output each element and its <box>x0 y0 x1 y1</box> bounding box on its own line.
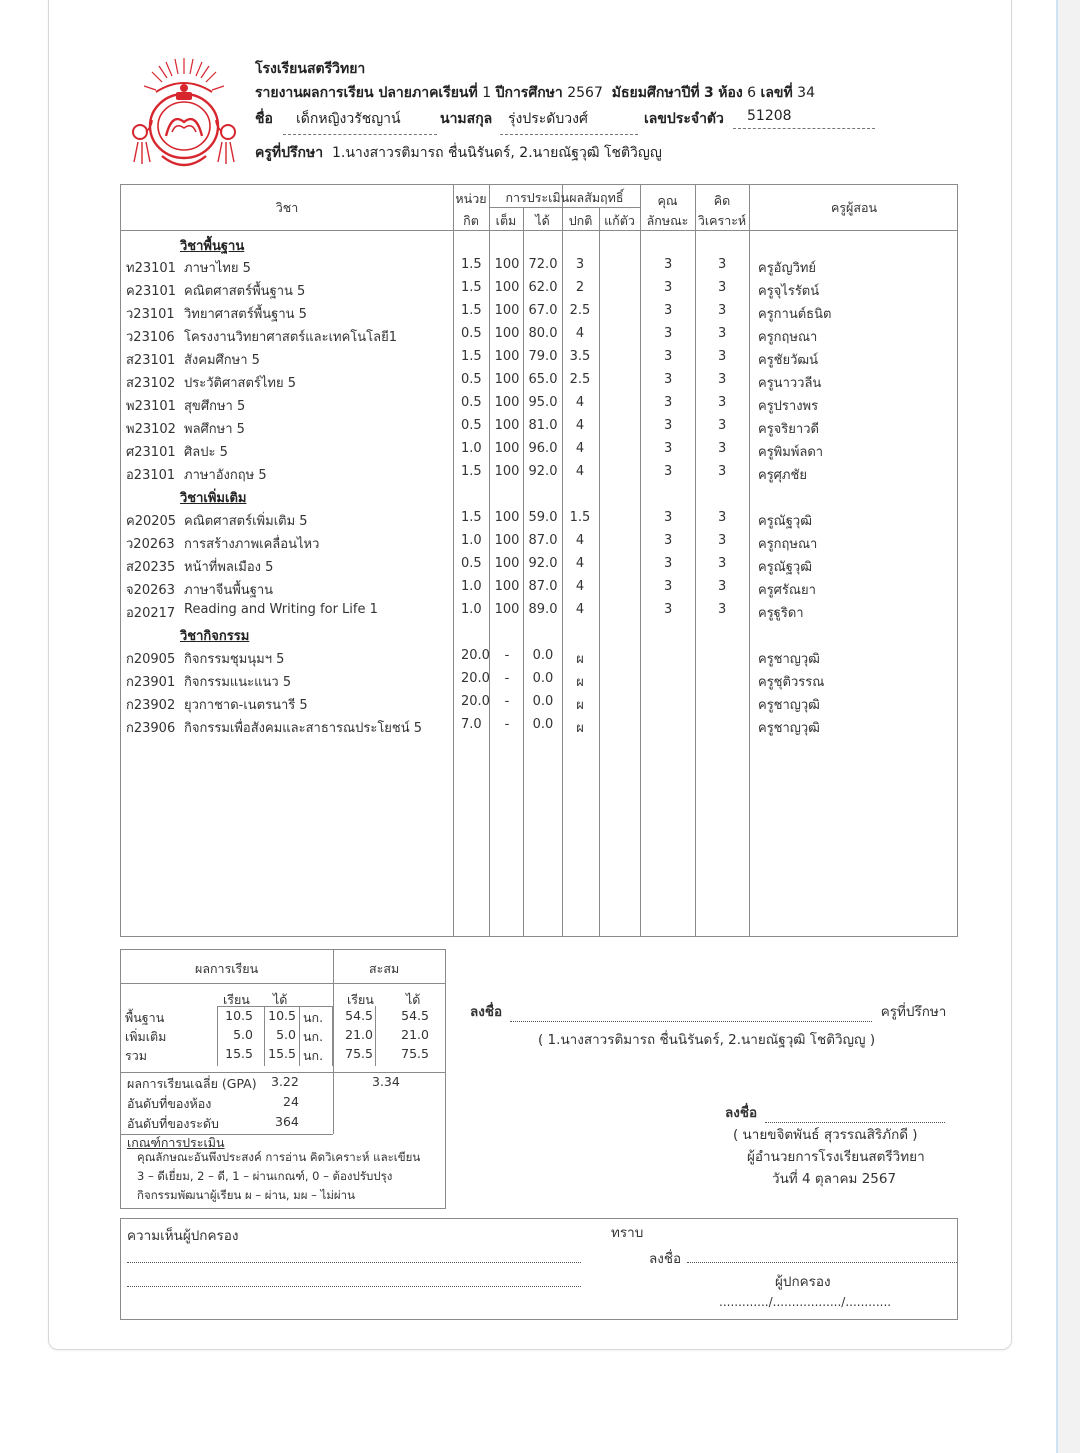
cell-teacher: ครูชาญวุฒิ <box>758 698 820 713</box>
cell-teacher: ครูชุติวรรณ <box>758 675 825 690</box>
cell-think: 3 <box>718 280 727 295</box>
cell-credit: 1.0 <box>461 533 482 548</box>
parent-comment-line-1[interactable] <box>127 1262 581 1263</box>
summary-cell-study: 5.0 <box>233 1027 253 1042</box>
col-credit-bottom: กิต <box>463 213 479 228</box>
cell-code: อ23101 <box>126 468 176 483</box>
cell-got: 0.0 <box>532 671 554 686</box>
cell-char: 3 <box>664 372 673 387</box>
cell-code: ศ23101 <box>126 445 176 460</box>
cell-think: 3 <box>718 326 727 341</box>
table-row <box>121 530 957 553</box>
cell-grade: 4 <box>575 395 585 410</box>
table-row <box>121 714 957 737</box>
advisor-signature-line: ลงชื่อ ครูที่ปรึกษา <box>470 1004 947 1020</box>
parent-comment-line-2[interactable] <box>127 1286 581 1287</box>
table-row <box>121 438 957 461</box>
director-signature-line: ลงชื่อ <box>725 1101 945 1123</box>
cell-grade: 4 <box>575 579 585 594</box>
cell-full: - <box>504 648 510 663</box>
parent-sign-line[interactable] <box>687 1262 957 1263</box>
cell-teacher: ครูชาญวุฒิ <box>758 721 820 736</box>
scrollbar-track[interactable] <box>1056 0 1080 1453</box>
cell-char: 3 <box>664 533 673 548</box>
summary-cell-study: 10.5 <box>225 1008 253 1023</box>
col-teacher: ครูผู้สอน <box>830 200 878 215</box>
table-row <box>121 668 957 691</box>
cell-grade: 4 <box>575 556 585 571</box>
cell-full: 100 <box>494 441 520 456</box>
cell-char: 3 <box>664 349 673 364</box>
cell-credit: 1.0 <box>461 441 482 456</box>
parent-comment-box <box>120 1218 958 1320</box>
cell-think: 3 <box>718 395 727 410</box>
summary-cell-got: 15.5 <box>268 1046 296 1061</box>
cell-name: หน้าที่พลเมือง 5 <box>184 560 274 575</box>
cell-teacher: ครูจริยาวดี <box>758 422 819 437</box>
cell-char: 3 <box>664 257 673 272</box>
summary-cell-got: 10.5 <box>268 1008 296 1023</box>
student-surname: รุ่งประดับวงศ์ <box>500 108 638 135</box>
cell-name: ยุวกาชาด-เนตรนารี 5 <box>184 698 308 713</box>
table-row <box>121 553 957 576</box>
cell-credit: 1.5 <box>461 303 482 318</box>
col-remedial: แก้ตัว <box>604 213 635 228</box>
table-row <box>121 599 957 622</box>
cell-code: ก23906 <box>126 721 176 736</box>
summary-cell-unit: นก. <box>303 1029 324 1044</box>
cell-got: 0.0 <box>532 694 554 709</box>
cell-code: ส23102 <box>126 376 176 391</box>
cell-name: คณิตศาสตร์เพิ่มเติม 5 <box>184 514 308 529</box>
col-subject: วิชา <box>275 200 299 215</box>
cell-teacher: ครูฐูริดา <box>758 606 804 621</box>
criteria-title: เกณฑ์การประเมิน <box>127 1135 225 1150</box>
cell-char: 3 <box>664 602 673 617</box>
cell-full: 100 <box>494 280 520 295</box>
cell-full: 100 <box>494 510 520 525</box>
cell-grade: 1.5 <box>569 510 591 525</box>
cell-full: 100 <box>494 556 520 571</box>
cell-full: 100 <box>494 326 520 341</box>
cell-credit: 20.0 <box>461 648 490 663</box>
cell-full: 100 <box>494 579 520 594</box>
cell-full: 100 <box>494 533 520 548</box>
parent-ack-label: ทราบ <box>611 1225 644 1241</box>
cell-think: 3 <box>718 303 727 318</box>
cell-full: - <box>504 717 510 732</box>
cell-full: 100 <box>494 303 520 318</box>
section-additional: วิชาเพิ่มเติม <box>180 491 247 506</box>
cell-teacher: ครูจุไรรัตน์ <box>758 284 820 299</box>
cell-char: 3 <box>664 280 673 295</box>
cell-name: วิทยาศาสตร์พื้นฐาน 5 <box>184 307 307 322</box>
cell-teacher: ครูนาววลีน <box>758 376 822 391</box>
summary-cell-cum_study: 21.0 <box>345 1027 373 1042</box>
cell-teacher: ครูกฤษณา <box>758 330 818 345</box>
criteria-line-1: คุณลักษณะอันพึงประสงค์ การอ่าน คิดวิเคราะห์ และเขียน <box>137 1150 421 1164</box>
cell-teacher: ครูชัยวัฒน์ <box>758 353 819 368</box>
surname-label: นามสกุล <box>440 111 493 127</box>
summary-cell-cum_study: 75.5 <box>345 1046 373 1061</box>
cell-code: ค20205 <box>126 514 177 529</box>
cell-teacher: ครูศุภชัย <box>758 468 807 483</box>
cell-got: 92.0 <box>528 556 558 571</box>
cell-think: 3 <box>718 510 727 525</box>
cell-grade: ผ <box>576 721 584 736</box>
cell-got: 81.0 <box>528 418 558 433</box>
table-row <box>121 254 957 277</box>
cell-code: พ23101 <box>126 399 176 414</box>
advisor-line: ครูที่ปรึกษา 1.นางสาวรติมารถ ชื่นนิรันดร์, 2.นายณัฐวุฒิ โชติวิญญู <box>255 145 662 161</box>
cell-name: ภาษาจีนพื้นฐาน <box>184 583 274 598</box>
cell-got: 87.0 <box>528 533 558 548</box>
report-title: รายงานผลการเรียน ปลายภาคเรียนที่ 1 ปีการศึกษา 2567 มัธยมศึกษาปีที่ 3 ห้อง 6 เลขที่ 34 <box>255 85 815 101</box>
table-row <box>121 507 957 530</box>
cell-full: 100 <box>494 418 520 433</box>
summary-cell-cum_got: 75.5 <box>401 1046 429 1061</box>
cell-code: จ20263 <box>126 583 175 598</box>
cell-full: - <box>504 694 510 709</box>
cell-grade: 4 <box>575 602 585 617</box>
cumulative-gpa-value: 3.34 <box>372 1074 400 1089</box>
advisor-names: ( 1.นางสาวรติมารถ ชื่นนิรันดร์, 2.นายณัฐวุฒิ โชติวิญญู ) <box>538 1032 876 1048</box>
summary-cell-study: 15.5 <box>225 1046 253 1061</box>
cell-think: 3 <box>718 464 727 479</box>
cell-name: ศิลปะ 5 <box>184 445 228 460</box>
col-assessment: การประเมินผลสัมฤทธิ์ <box>505 190 624 205</box>
cell-got: 95.0 <box>528 395 558 410</box>
parent-role: ผู้ปกครอง <box>775 1274 831 1290</box>
col-credit-top: หน่วย <box>455 191 487 206</box>
cell-got: 0.0 <box>532 648 554 663</box>
cell-code: ว20263 <box>126 537 175 552</box>
level-rank-label: อันดับที่ของระดับ <box>127 1116 219 1131</box>
col-full: เต็ม <box>495 213 517 228</box>
cell-grade: 4 <box>575 533 585 548</box>
student-id-label: เลขประจำตัว <box>644 111 724 127</box>
summary-box <box>120 949 446 1209</box>
cell-got: 89.0 <box>528 602 558 617</box>
cell-name: โครงงานวิทยาศาสตร์และเทคโนโลยี1 <box>184 330 397 345</box>
cell-credit: 7.0 <box>461 717 482 732</box>
cell-char: 3 <box>664 441 673 456</box>
cell-credit: 20.0 <box>461 671 490 686</box>
gpa-value: 3.22 <box>271 1074 299 1089</box>
table-row <box>121 691 957 714</box>
cell-full: 100 <box>494 602 520 617</box>
class-rank-label: อันดับที่ของห้อง <box>127 1096 212 1111</box>
table-row <box>121 576 957 599</box>
summary-cell-label: รวม <box>125 1048 147 1063</box>
cell-got: 79.0 <box>528 349 558 364</box>
cell-name: กิจกรรมแนะแนว 5 <box>184 675 292 690</box>
summary-title: ผลการเรียน <box>195 961 259 976</box>
col-thinking-top: คิด <box>713 193 731 208</box>
gpa-label: ผลการเรียนเฉลี่ย (GPA) <box>127 1076 257 1091</box>
cell-name: ภาษาอังกฤษ 5 <box>184 468 267 483</box>
table-row <box>121 277 957 300</box>
cell-grade: 4 <box>575 418 585 433</box>
cell-char: 3 <box>664 418 673 433</box>
cell-grade: 2 <box>575 280 585 295</box>
school-name: โรงเรียนสตรีวิทยา <box>255 61 366 77</box>
cell-credit: 0.5 <box>461 372 482 387</box>
table-row <box>121 461 957 484</box>
cell-name: กิจกรรมเพื่อสังคมและสาธารณประโยชน์ 5 <box>184 721 423 736</box>
cell-full: - <box>504 671 510 686</box>
cell-got: 72.0 <box>528 257 558 272</box>
cell-grade: 2.5 <box>569 372 591 387</box>
grades-table <box>120 184 958 937</box>
cell-grade: 4 <box>575 464 585 479</box>
cell-char: 3 <box>664 510 673 525</box>
cell-got: 87.0 <box>528 579 558 594</box>
cell-char: 3 <box>664 579 673 594</box>
cell-full: 100 <box>494 395 520 410</box>
student-id: 51208 <box>733 108 875 129</box>
cell-code: ก23901 <box>126 675 176 690</box>
cell-grade: ผ <box>576 675 584 690</box>
director-role: ผู้อำนวยการโรงเรียนสตรีวิทยา <box>747 1149 925 1165</box>
summary-cell-label: เพิ่มเติม <box>125 1029 167 1044</box>
cell-name: ภาษาไทย 5 <box>184 261 251 276</box>
cell-code: พ23102 <box>126 422 176 437</box>
section-activity: วิชากิจกรรม <box>180 629 250 644</box>
school-emblem-logo <box>126 52 242 176</box>
table-row <box>121 645 957 668</box>
cell-teacher: ครูณัฐวุฒิ <box>758 514 812 529</box>
cell-think: 3 <box>718 349 727 364</box>
cell-code: ท23101 <box>126 261 176 276</box>
cell-char: 3 <box>664 395 673 410</box>
cell-think: 3 <box>718 257 727 272</box>
table-row <box>121 369 957 392</box>
cell-teacher: ครูกฤษณา <box>758 537 818 552</box>
cell-teacher: ครูศรัณยา <box>758 583 816 598</box>
cell-full: 100 <box>494 257 520 272</box>
report-date: วันที่ 4 ตุลาคม 2567 <box>772 1171 897 1187</box>
cell-code: ว23101 <box>126 307 175 322</box>
cell-char: 3 <box>664 303 673 318</box>
col-character-top: คุณ <box>657 193 678 208</box>
summary-cell-label: พื้นฐาน <box>125 1010 165 1025</box>
parent-sign-label: ลงชื่อ <box>649 1251 682 1267</box>
cell-credit: 1.5 <box>461 464 482 479</box>
table-row <box>121 415 957 438</box>
col-thinking-bottom: วิเคราะห์ <box>697 213 747 228</box>
cell-credit: 1.0 <box>461 579 482 594</box>
col-got: ได้ <box>535 213 550 228</box>
cell-credit: 1.5 <box>461 510 482 525</box>
cell-got: 65.0 <box>528 372 558 387</box>
level-rank-value: 364 <box>275 1114 299 1129</box>
cell-char: 3 <box>664 556 673 571</box>
cell-think: 3 <box>718 579 727 594</box>
cell-credit: 0.5 <box>461 326 482 341</box>
parent-comment-label: ความเห็นผู้ปกครอง <box>127 1228 239 1244</box>
table-row <box>121 346 957 369</box>
summary-col-study: เรียน <box>223 992 250 1007</box>
cell-name: สังคมศึกษา 5 <box>184 353 260 368</box>
cell-credit: 1.5 <box>461 257 482 272</box>
cell-char: 3 <box>664 326 673 341</box>
table-row <box>121 300 957 323</box>
col-character-bottom: ลักษณะ <box>646 213 689 228</box>
cell-full: 100 <box>494 464 520 479</box>
cell-teacher: ครูปรางพร <box>758 399 819 414</box>
cell-got: 92.0 <box>528 464 558 479</box>
cell-name: กิจกรรมชุมนุมฯ 5 <box>184 652 285 667</box>
summary-cell-cum_got: 54.5 <box>401 1008 429 1023</box>
summary-col-got: ได้ <box>273 992 288 1007</box>
cell-teacher: ครูพิมพ์ลดา <box>758 445 824 460</box>
cell-credit: 1.0 <box>461 602 482 617</box>
cell-code: อ20217 <box>126 606 176 621</box>
cell-teacher: ครูอัญวิทย์ <box>758 261 817 276</box>
cell-got: 62.0 <box>528 280 558 295</box>
student-name: เด็กหญิงวรัชญาน์ <box>283 108 437 135</box>
cell-credit: 20.0 <box>461 694 490 709</box>
summary-cell-unit: นก. <box>303 1048 324 1063</box>
cell-credit: 1.5 <box>461 280 482 295</box>
cell-grade: ผ <box>576 652 584 667</box>
cell-grade: 4 <box>575 326 585 341</box>
summary-cumulative-title: สะสม <box>369 961 400 976</box>
cell-char: 3 <box>664 464 673 479</box>
cell-code: ก20905 <box>126 652 176 667</box>
cell-code: ค23101 <box>126 284 177 299</box>
summary-cell-cum_got: 21.0 <box>401 1027 429 1042</box>
cell-got: 0.0 <box>532 717 554 732</box>
director-name: ( นายขจิตพันธ์ สุวรรณสิริภักดี ) <box>733 1127 918 1143</box>
cell-teacher: ครูชาญวุฒิ <box>758 652 820 667</box>
cell-grade: 4 <box>575 441 585 456</box>
cell-got: 67.0 <box>528 303 558 318</box>
cell-name: สุขศึกษา 5 <box>184 399 246 414</box>
student-name-label: ชื่อ <box>255 111 273 127</box>
summary-cum-col-got: ได้ <box>406 992 421 1007</box>
col-normal: ปกติ <box>568 213 593 228</box>
cell-code: ส20235 <box>126 560 176 575</box>
cell-think: 3 <box>718 441 727 456</box>
summary-cell-cum_study: 54.5 <box>345 1008 373 1023</box>
cell-grade: 3.5 <box>569 349 591 364</box>
cell-grade: 3 <box>575 257 585 272</box>
cell-code: ก23902 <box>126 698 176 713</box>
cell-think: 3 <box>718 602 727 617</box>
cell-credit: 0.5 <box>461 395 482 410</box>
table-row <box>121 392 957 415</box>
summary-cell-got: 5.0 <box>276 1027 296 1042</box>
cell-grade: 2.5 <box>569 303 591 318</box>
cell-teacher: ครูกานต์ธนิต <box>758 307 832 322</box>
cell-code: ว23106 <box>126 330 175 345</box>
criteria-line-3: กิจกรรมพัฒนาผู้เรียน ผ – ผ่าน, มผ – ไม่ผ่าน <box>137 1188 355 1202</box>
cell-name: พลศึกษา 5 <box>184 422 245 437</box>
cell-credit: 0.5 <box>461 556 482 571</box>
summary-cum-col-study: เรียน <box>347 992 374 1007</box>
cell-teacher: ครูณัฐวุฒิ <box>758 560 812 575</box>
summary-cell-unit: นก. <box>303 1010 324 1025</box>
cell-credit: 0.5 <box>461 418 482 433</box>
cell-think: 3 <box>718 418 727 433</box>
parent-date: ............./................../............ <box>719 1295 892 1309</box>
cell-name: Reading and Writing for Life 1 <box>184 602 378 617</box>
cell-grade: ผ <box>576 698 584 713</box>
criteria-line-2: 3 – ดีเยี่ยม, 2 – ดี, 1 – ผ่านเกณฑ์, 0 – ต้องปรับปรุง <box>137 1169 393 1183</box>
cell-name: ประวัติศาสตร์ไทย 5 <box>184 376 296 391</box>
cell-think: 3 <box>718 372 727 387</box>
section-basic: วิชาพื้นฐาน <box>180 239 245 254</box>
class-rank-value: 24 <box>283 1094 299 1109</box>
cell-got: 96.0 <box>528 441 558 456</box>
cell-full: 100 <box>494 349 520 364</box>
table-row <box>121 323 957 346</box>
cell-think: 3 <box>718 533 727 548</box>
cell-got: 59.0 <box>528 510 558 525</box>
cell-code: ส23101 <box>126 353 176 368</box>
cell-full: 100 <box>494 372 520 387</box>
cell-got: 80.0 <box>528 326 558 341</box>
cell-name: คณิตศาสตร์พื้นฐาน 5 <box>184 284 306 299</box>
cell-credit: 1.5 <box>461 349 482 364</box>
cell-think: 3 <box>718 556 727 571</box>
cell-name: การสร้างภาพเคลื่อนไหว <box>184 537 320 552</box>
